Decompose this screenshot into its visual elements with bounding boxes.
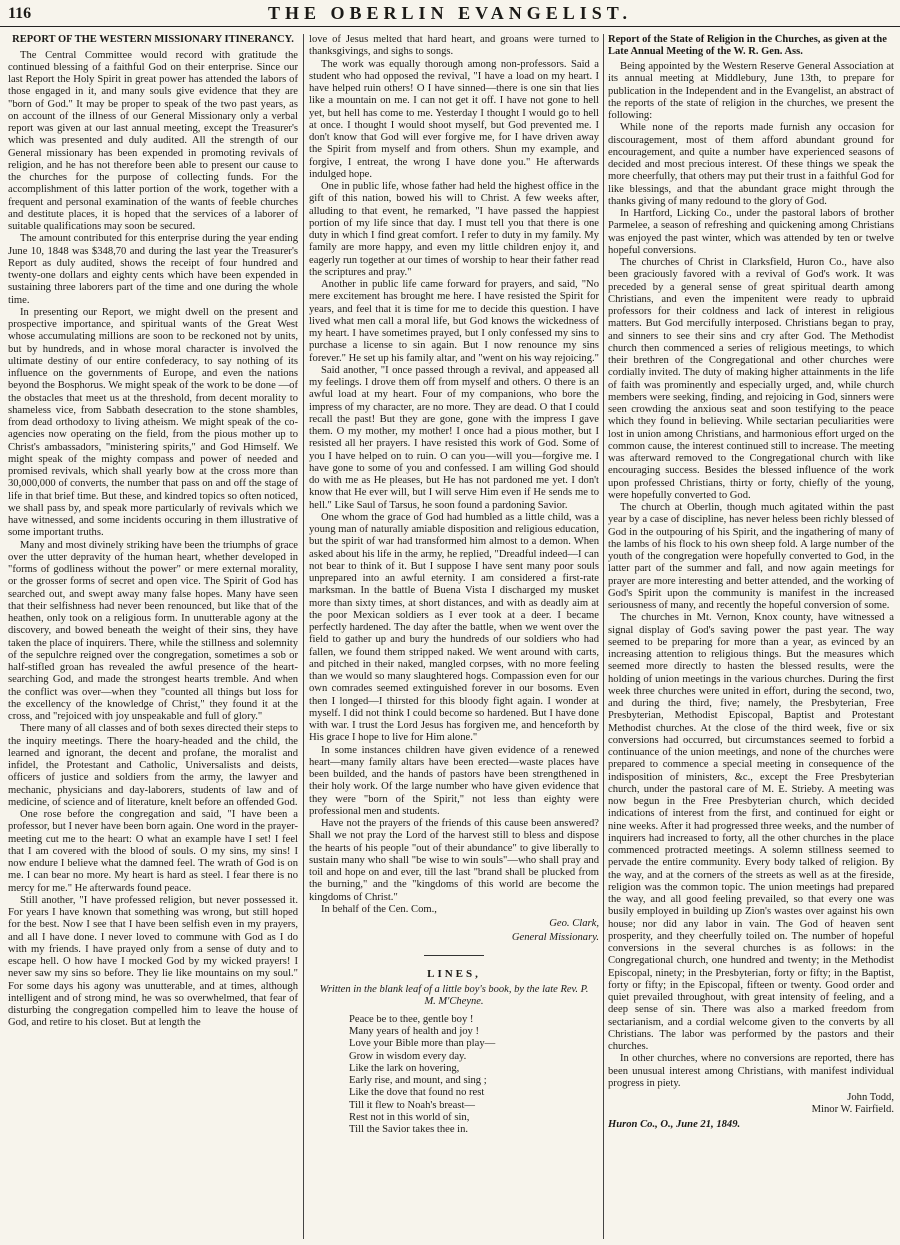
paragraph: In presenting our Report, we might dwell on the present and prospective importance, and spiritual wants of the Great West whose accumulating millions are soon to be reckoned not by units, but by hundreds, and in whose moral character is involved the ultimate destiny of our entire confederacy, to say nothing of its influence on the governments of Europe, and even the nations beyond the Bosphorus. We might speak of the work to be done —of the obstacles that meet us at the threshold, from decent morality to shameless vice, from Sabbath desecration to the stone shambles, from dead orthodoxy to living atheism. We might speak of the co-agencies now operating on the field, from the pious mother up to Christ's ambassadors, "ministering spirits," and God Himself. We might speak of the mighty compass and power of needed and promised revivals, which shall yearly bow at the cross more than 30,000,000 of converts, the number that pass on and off the stage of life in that brief time. But these, and kindred topics so often noticed, we shall pass by, and speak more particularly of revivals which we have witnessed, and some incidents occuring in them illustrative of some important truths. [8,306,298,539]
paragraph: The amount contributed for this enterprise during the year ending June 10, 1848 was $348,70 and during the last year the Treasurer's Report as duly audited, shows the receipt of four hundred and twenty-one dollars and eighty cents which have been expended in sustaining three laborers part of the time and one during the whole time. [8,233,298,306]
article-title: REPORT OF THE WESTERN MISSIONARY ITINERANCY. [12,34,294,45]
paragraph: There many of all classes and of both sexes directed their steps to the inquiry meetings. There the hoary-headed and the child, the learned and ignorant, the decent and profane, the moralist and infidel, the Protestant and Catholic, Universalists and deists, officers of justice and soldiers from the army, the lawyer and mechanic, physicians and day-laborers, students of law and of medicine, of science and of literature, knelt before an offended God. [8,723,298,808]
paragraph: The churches of Christ in Clarksfield, Huron Co., have also been graciously favored with a revival of God's work. It was preceded by a general sense of great spiritual dearth among Christians, and even the impenitent were ready to upbraid professors for their coldness and lack of interest in religious matters. But God mercifully interposed. Christians began to pray, and sinners to see their sins and cry after God. The Methodist church then commenced a series of religious meetings, to which their brethren of the Congregational and other churches were cordially invited. The duty of making higher attainments in the life of faith was prominently and especially urged, and, while church members were seeking, finding, and rejoicing in God, sinners were seen crowding the anxious seat and soon testifying to the peace which they found in believing. While sectarian peculiarities were lost in union among Christians, and harmonious effort urged on the common cause, the interest continued still to increase. The meeting was afterward removed to the Congregational church with like encouraging success. Besides the blessed influence of the work upon professed Christians, thirty or forty, chiefly of the young, were hopefully converted to God. [608,257,894,501]
poem-line: Love your Bible more than play— [349,1038,496,1050]
poem-line: Peace be to thee, gentle boy ! [349,1013,474,1025]
paragraph: Being appointed by the Western Reserve General Association at its annual meeting at Middlebury, June 13th, to prepare for publication in the Independent and in the Evangelist, an abstract of the reports of the state of religion in the churches, we present the following: [608,61,894,121]
signatures [608,1092,894,1117]
paragraph: Many and most divinely striking have been the triumphs of grace over the utter depravity of the human heart, whether developed in "forms of godliness without the power" or mere external morality, or the grosser forms of secret and open vice. The Spirit of God has searched out, and swept away many false hopes. Many have seen that their selfishness had never been renounced, but like that of the heathen, only took on a religious form. In unutterable agony at the discovery, and bowed beneath the weight of their sins, they have taken the place of inquirers. There, while the stillness and solemnity of the sepulchre reigned over the congregation, sometimes a sob or half-stifled groan has revealed the awful presence of the heart-searching God, and made the strongest hearts tremble. And when the conflict was over—when they "counted all things but loss for the excellency of the knowledge of Christ," they found it at the cross, and "rejoiced with joy unspeakable and full of glory." [8,539,298,722]
article-title: Report of the State of Religion in the Churches, as given at the Late Annual Meeting of the W. R. Gen. Ass. [608,34,887,57]
page-header [0,0,900,27]
paragraph: Another in public life came forward for prayers, and said, "No mere excitement has brought me here. I have resisted the Spirit for years, and feel that it is time for me to decide this question. I have lived what men call a moral life, but God knows the wickedness of my heart. I have sometimes prayed, but I only confessed my sins to purchase a license to sin again. But I now renounce my sins forever." He set up his family altar, and "went on his way rejoicing." [309,279,599,364]
paragraph: One whom the grace of God had humbled as a little child, was a young man of naturally amiable disposition and religious education, but the spirit of war had transformed him almost to a demon. When asked about his life in the army, he replied, "Dreadful indeed—I can not bear to think of it. But I suppose I have sent many poor souls unprepared into an awful eternity. I am considered a first-rate marksman. In the battle of Buena Vista I discharged my musket more than sixty times, at short distances, and with as deadly aim at the poor Mexican soldiers as I ever took at a deer. I became perfectly hardened. The day after the battle, when we went over the field to gather up and bury the hundreds of our soldiers who had fallen, we found them stripped naked. We went around with carts, and pitched in their naked, mangled corpses, with no more feeling than we would so many slaughtered hogs. Compassion even for our own comrades seemed extinguished forever in our bosoms. Even then I longed—I thirsted for this bloody fight again. I wonder at myself. I did not think I could become so hardened. But I have done with war. I trust the Lord Jesus has forgiven me, and henceforth by His grace I hope to live for Him alone." [309,511,599,744]
poem-line: Grow in wisdom every day. [349,1050,467,1062]
paragraph: One rose before the congregation and said, "I have been a professor, but I never have been born again. One word in the prayer-meeting cut me to the heart: O what an example have I set! I feel that I am covered with the blood of souls. O my sins, my sins! I now endure I believe what the damned feel. The wrath of God is on me. I can bear no more. My heart is hard as steel. I fear there is no mercy for me." He afterwards found peace. [8,809,298,894]
paragraph: Still another, "I have professed religion, but never possessed it. For years I have known that something was wrong, but still hoped for the best. Now I see that I have been selfish even in my prayers, and all I have done. I never loved to commune with God as I do with my friends. I have prayed only from a sense of duty and to escape hell. O how have I mocked God by my wicked prayers! I never saw my sins so before. They lie like mountains on my soul." For some days his agony was unutterable, and at times, although intelligent and of strong mind, he was so overwhelmed, that fear of disturbing the congregation compelled him to leave the house of God, and retire to his closet. But at length the [8,894,298,1029]
paragraph: The work was equally thorough among non-professors. Said a student who had opposed the revival, "I have a load on my heart. I have helped ruin others! O I have sinned—there is one sin that lies like a mountain on me. I can not get it off. I have not gone to hell yet, but hell has come to me. Yesterday I thought I would go to hell at once. I thought I would shoot myself, but God prevented me. I don't know that God will ever forgive me, for I have driven away the Spirit from myself and from others. Shun my example, and forgive, I entreat, the wrong I have done you." He afterwards indulged hope. [309,58,599,180]
poem-line: Many years of health and joy ! [349,1026,480,1037]
signoff-title: General Missionary. [511,932,599,944]
paragraph: Have not the prayers of the friends of this cause been answered? Shall we not pray the Lord of the harvest still to bless and dispose the hearts of his people "out of their abundance" to give liberally to sustain many who shall "be wise to win souls"—who shall pray and toil and hope on and ever, till the last "brand shall be plucked from the burning," and the "kingdoms of this world are become the kingdoms of Christ." [309,818,599,903]
paragraph: One in public life, whose father had held the highest office in the gift of this nation, bowed his will to Christ. A few weeks after, alluding to that event, he remarked, "I have passed the happiest portion of my life since that day. I must tell you that there is one duty in which I find great comfort. I refer to duty in my family. My family are more happy, and even my little children enjoy it, and eagerly run together at our times of worship to hear their father read the scriptures and pray." [309,181,599,278]
masthead: THE OBERLIN EVANGELIST. [268,3,632,23]
column-rule [603,34,604,1239]
poem-line: Rest not in this world of sin, [349,1111,470,1123]
signature: John Todd, [847,1092,894,1103]
page-number: 116 [8,5,32,22]
paragraph: While none of the reports made furnish any occasion for discouragement, most of them afford abundant ground for encouragement, and quite a number have experienced seasons of decided and most precious interest. Of these things we speak the more cheerfully, that others may put their trust in a faithful God for like blessings, and that the abundant grace might through the thanks giving of many redound to the glory of God. [608,122,894,207]
paragraph: The churches in Mt. Vernon, Knox county, have witnessed a signal display of God's saving power the past year. The way seemed to be preparing for more than a year, as evinced by an increasing attention to religious things. But the measures which seemed more directly to hasten the blessed results, were the holding of union meetings in the various churches. During the first week three churches were united in effort, during the second, two, and during the third, five; namely, the Presbyterian, Free Presbyterian, Methodist Episcopal, Baptist and Protestant Methodist churches. At the close of the third week, five or six conversions had occurred, but circumstances seemed to forbid a continuance of the union meetings, and none of the churches were prepared to commence a special meeting in consequence of the indisposition of ministers, &c., except the Free Presbyterian church, under the pastoral care of M. E. Strieby. A meeting was now begun in the Free Presbyterian church, which decided indications of interest from the first, and continued for eight or nine weeks. After it had progressed three weeks, and the number of inquirers had increased to forty, all the other churches in the place commenced protracted meetings. A solemn stillness seemed to pervade the entire community. Every body talked of religion. By the way, and at the corners of the streets as well as at the fireside, religion was the common topic. The union meetings had prepared the way, and all good feeling prevailed, so that every one was busily employed in building up Zion's wastes over against his own house; nor did any labor in vain. The God of heaven sent prosperity, and they cheerfully toiled on. The number of hopeful conversions in the several churches is as follows: in the Congregational church, one hundred and twenty; in the Methodist Episcopal, ninety; in the Presbyterian, forty or fifty; in the Baptist, forty or fifty; in the Episcopal, fifteen or twenty. Good order and quiet prevailed throughout, with great intensity of feeling, and a deep sense of sin. There was also a marked freedom from sectarianism, and a cordial welcome given to the converts by all Christians. The labor was performed by the pastors and their churches. [608,612,894,1052]
column-3 [608,34,894,1239]
paragraph: love of Jesus melted that hard heart, and groans were turned to thanksgivings, and sighs to songs. [309,34,599,58]
paragraph: Said another, "I once passed through a revival, and appeased all my feelings. I drove them off from myself and others. O there is an awful load at my heart. Four of my companions, who bore the impress of my character, are no more. They are dead. O that I could recall the past! But they are gone, gone with the impress I gave them. O my mother, my mother! I once had a pious mother, but I resisted all her prayers. I have resisted this work of God. Some of you I have helped on to ruin. O can you—will you—forgive me. I have gone to some of you and confessed. I am willing God should do with me as He pleases, but He has not pardoned me yet. I don't know that He ever will, but I will serve Him even if He sends me to hell." Like Saul of Tarsus, he soon found a pardoning Savior. [309,364,599,511]
column-2 [309,34,599,1239]
paragraph: In Hartford, Licking Co., under the pastoral labors of brother Parmelee, a season of refreshing and quickening among Christians was enjoyed the past winter, which was attended by ten or twelve hopeful conversions. [608,208,894,256]
poem-title: LINES, [427,967,481,980]
signature: Minor W. Fairfield. [811,1104,894,1116]
column-rule [303,34,304,1239]
poem-body [309,1014,599,1137]
divider [424,955,484,956]
poem-line: Like the lark on hovering, [349,1062,460,1074]
paragraph: The Central Committee would record with gratitude the continued blessing of a faithful God on their enterprise. Since our last Report the Holy Spirit in great power has attended the labors of those engaged in it, and many souls give evidence that they are "born of God." It may be proper to speak of the two past years, as on account of the illness of our General Missionary only a verbal report was given at our last annual meeting, except the Treasurer's which was presented and duly audited. All the strength of our General missionary has been expended in promoting revivals of religion, and he has not therefore been able to present our cause to the churches for the purpose of collecting funds. For the accomplishment of this latter portion of the work, together with a frequent and personal examination of the wants of feeble churches and destitute places, it is hoped that the services of a laborer of suitable qualifications may soon be secured. [8,49,298,232]
dateline: Huron Co., O., June 21, 1849. [608,1118,741,1130]
poem-line: Like the dove that found no rest [349,1087,485,1099]
signoff-name: Geo. Clark, [549,918,599,929]
poem-subtitle: Written in the blank leaf of a little boy's book, by the late Rev. P. M. M'Cheyne. [319,983,589,1007]
column-1 [8,34,298,1239]
poem-line: Till the Savior takes thee in. [349,1124,469,1135]
poem-line: Till it flew to Noah's breast— [349,1099,475,1111]
signoff-prefix: In behalf of the Cen. Com., [321,903,437,915]
poem-line: Early rise, and mount, and sing ; [349,1075,487,1086]
paragraph: The church at Oberlin, though much agitated within the past year by a case of discipline, has never heless been richly blessed of God in the outpouring of his Spirit, and the ingathering of many of the lambs of his flock to his own sheep fold. A large number of the youth of the congregation were hopefully converted to God, in the latter part of the summer and fall, and now again meetings for prayer are more interesting and better attended, and the working of God's Spirit upon the community is manifest in the increased seriousness of many, and recently the hopeful conversion of some. [608,502,894,611]
paragraph: In other churches, where no conversions are reported, there has been unusual interest among Christians, with manifest individual progress in piety. [608,1053,894,1089]
paragraph: In some instances children have given evidence of a renewed heart—many family altars have been erected—waste places have been builded, and the hands of pastors have been strengthened in their holy work. Of the large number who have given evidence that they were "born of the Spirit," not less than eighty were professional men and students. [309,744,599,817]
